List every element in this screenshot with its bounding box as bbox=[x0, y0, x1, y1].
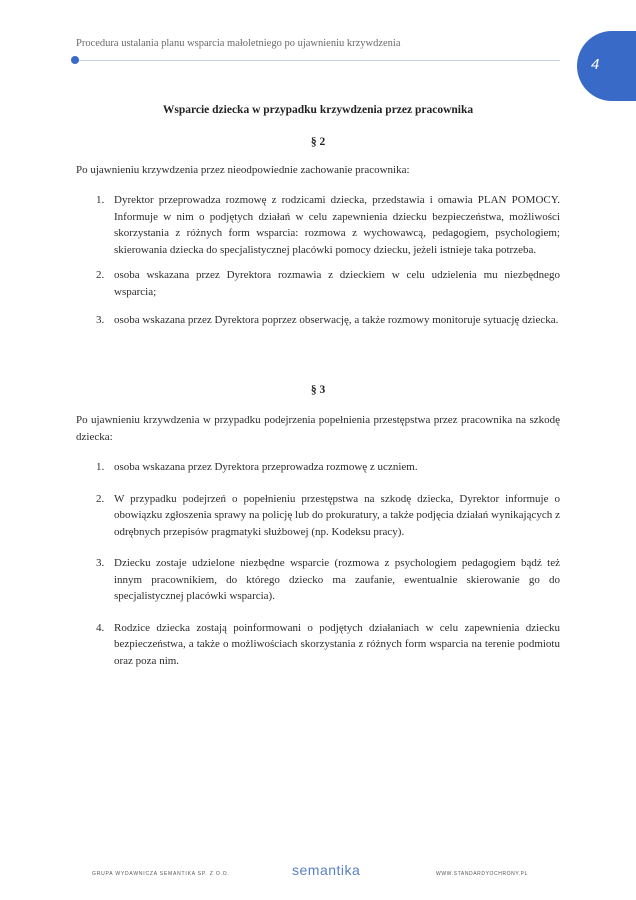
list-item bbox=[96, 312, 560, 329]
list-number: 2. bbox=[96, 269, 105, 281]
list-item-text: Rodzice dziecka zostają poinformowani o podjętych działaniach w celu zapewnienia dziecku bezpieczeństwa, a także o możliwościach skorzystania z różnych form wsparcia na terenie podmiotu oraz poza nim. bbox=[114, 621, 560, 667]
list-item-text: osoba wskazana przez Dyrektora przeprowadza rozmowę z uczniem. bbox=[114, 461, 418, 473]
list-item bbox=[96, 555, 560, 605]
footer-publisher: GRUPA WYDAWNICZA SEMANTIKA SP. Z O.O. bbox=[92, 871, 230, 877]
list-item bbox=[96, 459, 560, 476]
list-number: 2. bbox=[96, 492, 105, 505]
list-item-text: W przypadku podejrzeń o popełnieniu przestępstwa na szkodę dziecka, Dyrektor informuje o obowiązku zgłoszenia sprawy na policję lub do prokuratury, a także podjęcia działań wynikających z odrębnych przepisów pragmatyki służbowej (np. Kodeksu pracy). bbox=[114, 492, 560, 538]
list-item-text: Dyrektor przeprowadza rozmowę z rodzicami dziecka, przedstawia i omawia PLAN POMOCY. Informuje w nim o podjętych działań w celu zapewnienia dziecku bezpieczeństwa, możliwości skorzystania z różnych form wsparcia: rozmowa z wychowawcą, pedagogiem, psychologiem; skierowania dziecka do specjalistycznej placówki pomocy dziecku, jeżeli istnieje taka potrzeba. bbox=[114, 194, 560, 256]
list-item bbox=[96, 620, 560, 670]
page-number-tab bbox=[577, 31, 636, 101]
list-number: 4. bbox=[96, 621, 105, 634]
list-item bbox=[96, 491, 560, 541]
par3-list bbox=[96, 459, 560, 669]
list-item-text: Dziecku zostaje udzielone niezbędne wsparcie (rozmowa z psychologiem pedagogiem bądź też innym pracownikiem, do którego dziecko ma zaufanie, ewentualnie skierowanie go do specjalistycznej placówki wsparcia). bbox=[114, 557, 560, 602]
footer-logo: semantika bbox=[292, 862, 361, 878]
par3-intro: Po ujawnieniu krzywdzenia w przypadku podejrzenia popełnienia przestępstwa przez pracownika na szkodę dziecka: bbox=[76, 414, 560, 443]
par2-list bbox=[96, 192, 560, 329]
header-title: Procedura ustalania planu wsparcia małoletniego po ujawnieniu krzywdzenia bbox=[76, 38, 401, 49]
par2-intro: Po ujawnieniu krzywdzenia przez nieodpowiednie zachowanie pracownika: bbox=[76, 164, 410, 176]
paragraph-symbol-3: § 3 bbox=[310, 384, 326, 396]
footer-website: WWW.STANDARDYOCHRONY.PL bbox=[436, 871, 528, 877]
page-number: 4 bbox=[591, 56, 600, 73]
list-item-text: osoba wskazana przez Dyrektora poprzez obserwację, a także rozmowy monitoruje sytuację dziecka. bbox=[114, 314, 559, 326]
list-item-text: osoba wskazana przez Dyrektora rozmawia z dzieckiem w celu udzielenia mu niezbędnego wsparcia; bbox=[114, 269, 560, 298]
header-bullet-icon bbox=[71, 56, 79, 64]
list-number: 3. bbox=[96, 557, 105, 569]
paragraph-symbol-2: § 2 bbox=[310, 136, 326, 148]
list-number: 1. bbox=[96, 194, 105, 206]
section-title: Wsparcie dziecka w przypadku krzywdzenia przez pracownika bbox=[162, 104, 474, 116]
list-number: 3. bbox=[96, 314, 105, 326]
header-divider bbox=[76, 60, 560, 61]
list-item bbox=[96, 192, 560, 258]
list-number: 1. bbox=[96, 461, 105, 473]
list-item bbox=[96, 267, 560, 300]
